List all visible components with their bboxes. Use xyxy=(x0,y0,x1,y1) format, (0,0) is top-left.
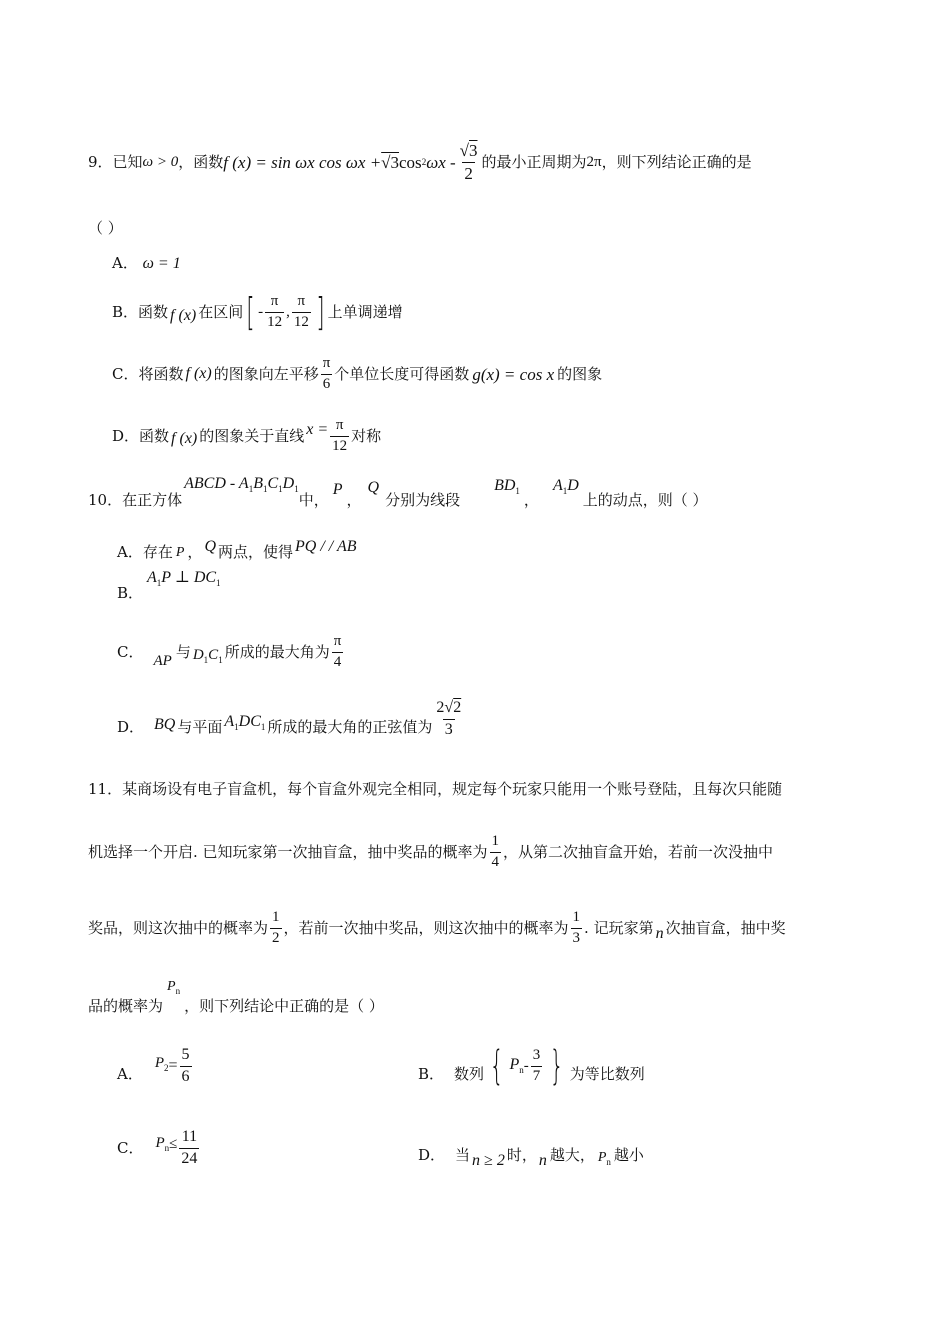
q9-d-mid: 的图象关于直线 xyxy=(199,426,305,445)
q9-b-frac1 xyxy=(265,294,284,331)
q11-line3-frac1 xyxy=(270,910,282,947)
q9-b-label: B． xyxy=(112,302,139,321)
q11-a-frac xyxy=(180,1047,192,1086)
q9-b-neg: - xyxy=(258,303,264,320)
q9-c-pre: 将函数 xyxy=(138,364,184,383)
q11-line3 xyxy=(88,906,786,950)
q9-stem-post: 的最小正周期为 xyxy=(481,152,587,171)
q10-cube-sub4: 1 xyxy=(294,484,299,494)
q11-d-cond: n ≥ 2 xyxy=(472,1152,505,1169)
q9-func-mid: ωx - xyxy=(426,152,456,172)
q10-c-label: C． xyxy=(117,642,144,661)
q10-d-sub2: 1 xyxy=(260,722,266,732)
q9-c-label: C． xyxy=(112,364,139,383)
q11-line2 xyxy=(88,830,773,874)
q10-a1: A xyxy=(552,477,563,494)
q10-b-sub: 1 xyxy=(156,578,162,588)
q10-c-d1c1 xyxy=(193,648,223,665)
q9-c-den: 6 xyxy=(322,375,331,392)
q10-a-p: P xyxy=(175,545,185,560)
q11-line3-frac2 xyxy=(571,910,583,947)
q11-line4-pre: 品的概率为 xyxy=(88,997,164,1015)
q10-q: Q xyxy=(367,479,380,496)
q9-d-pre: 函数 xyxy=(139,426,170,445)
q11-line4-post: ，则下列结论中正确的是（ ） xyxy=(184,997,384,1015)
q10-bd1 xyxy=(494,478,520,496)
q9-period: 2π xyxy=(586,153,602,170)
q10-d-a: A xyxy=(224,713,235,730)
q9-c-f: f (x) xyxy=(185,365,212,382)
q10-a-mid: 两点，使得 xyxy=(218,543,294,561)
q9-c-mid: 的图象向左平移 xyxy=(213,364,319,383)
q10-c-ap: AP xyxy=(153,652,172,669)
q11-line4-sub: n xyxy=(175,986,181,996)
q11-option-d xyxy=(418,1138,644,1172)
q11-line3-pre: 奖品，则这次抽中的概率为 xyxy=(88,918,269,937)
q9-d-f: f (x) xyxy=(171,430,198,447)
q9-frac-den: 2 xyxy=(464,163,473,183)
q11-line2-post: ，从第二次抽盲盒开始，若前一次没抽中 xyxy=(503,842,774,861)
q11-line3-num1: 1 xyxy=(272,908,280,925)
q10-cube-sub1: 1 xyxy=(248,484,254,494)
q11-b-minus: - xyxy=(523,1057,529,1074)
q11-c-den: 24 xyxy=(181,1149,198,1167)
q11-d-sub: n xyxy=(606,1157,611,1167)
q11-d-p: P xyxy=(597,1150,607,1165)
q9-stem-pre: 9．已知 xyxy=(88,152,143,171)
q11-d-pre: 当 xyxy=(455,1145,471,1164)
q9-b-pi1: π xyxy=(270,292,279,309)
q9-cos: cos xyxy=(399,152,422,172)
q11-line2-num: 1 xyxy=(491,832,500,849)
q9-stem-comma: ，函数 xyxy=(178,152,224,171)
q9-b-comma: , xyxy=(286,303,290,320)
q11-option-c xyxy=(117,1124,201,1172)
q10-a-q: Q xyxy=(204,538,216,555)
q9-c-mid2: 个单位长度可得函数 xyxy=(334,364,470,383)
q9-frac-num-val: 3 xyxy=(469,140,478,160)
q11-d-n: n xyxy=(538,1152,547,1169)
q11-option-a xyxy=(117,1042,194,1090)
q10-c-d: D xyxy=(192,646,204,663)
q9-d-pi: π xyxy=(335,416,344,433)
q11-b-p: P xyxy=(509,1056,520,1073)
q10-c-sub1: 1 xyxy=(203,654,209,665)
q10-b-sub2: 1 xyxy=(216,578,221,588)
q11-b-frac xyxy=(531,1048,543,1085)
q10-d-mid: 与平面 xyxy=(177,717,223,736)
q10-a-label: A． xyxy=(117,543,143,561)
q10-b-a: A xyxy=(147,569,157,586)
q11-a-eq: = xyxy=(168,1057,178,1074)
q9-b-mid: 在区间 xyxy=(198,302,244,321)
q9-b-left-bracket: [ xyxy=(246,290,255,334)
q10-d-num-sqrt: 2 xyxy=(453,698,462,716)
q9-func-left: f (x) = sin ωx cos ωx + xyxy=(223,152,382,172)
q10-d-post: 所成的最大角的正弦值为 xyxy=(267,717,433,736)
q11-a-den: 6 xyxy=(181,1067,190,1085)
q11-b-post: 为等比数列 xyxy=(569,1064,645,1083)
q9-d-frac xyxy=(330,418,349,455)
q11-d-mid2: 越大， xyxy=(549,1145,595,1164)
q11-b-pn xyxy=(510,1057,524,1075)
q9-c-g: g(x) = cos x xyxy=(472,364,555,384)
q11-a-p xyxy=(155,1056,169,1073)
q11-d-label: D． xyxy=(418,1145,446,1164)
q10-d-label: D． xyxy=(117,717,145,736)
q11-a-p-letter: P xyxy=(154,1054,165,1071)
q11-line4 xyxy=(88,980,384,1014)
q10-d-bq: BQ xyxy=(154,716,176,733)
q10-d-num-2: 2 xyxy=(436,698,445,716)
q9-d-x: x = xyxy=(306,421,329,438)
q9-frac xyxy=(458,142,480,183)
q11-line3-num2: 1 xyxy=(572,908,581,925)
q10-cube-sub3: 1 xyxy=(278,484,283,494)
q10-stem-end: 上的动点，则（ ） xyxy=(582,491,708,509)
q10-c-frac xyxy=(332,634,344,671)
q9-b-post: 上单调递增 xyxy=(327,302,403,321)
q11-c-num: 11 xyxy=(181,1127,198,1145)
q10-cube-a: ABCD - A xyxy=(184,475,249,492)
q10-a-pre: 存在 xyxy=(142,543,173,561)
q10-d-den: 3 xyxy=(444,720,453,738)
q11-d-post: 越小 xyxy=(613,1145,644,1164)
q10-a-rel: PQ / / AB xyxy=(295,538,357,555)
q9-sqrt3: √3 xyxy=(381,152,400,172)
q11-b-left-brace: { xyxy=(489,1043,504,1089)
q9-option-b xyxy=(112,290,403,334)
q10-b-expr xyxy=(147,570,221,588)
q10-c-den: 4 xyxy=(333,653,342,670)
q9-option-a xyxy=(112,256,181,272)
q9-c-post: 的图象 xyxy=(557,364,603,383)
q10-option-c xyxy=(117,630,345,674)
q9-b-right-bracket: ] xyxy=(316,290,325,334)
q11-line3-den2: 3 xyxy=(572,929,581,946)
q11-c-pn xyxy=(155,1136,169,1153)
q10-c-mid: 所成的最大角为 xyxy=(224,642,330,661)
q11-b-num: 3 xyxy=(532,1046,541,1063)
q11-c-le: ≤ xyxy=(169,1135,178,1152)
q10-d-sub: 1 xyxy=(234,722,239,732)
q11-line4-p: P xyxy=(167,979,176,994)
q11-line1: 11．某商场设有电子盲盒机，每个盲盒外观完全相同，规定每个玩家只能用一个账号登陆，且每次只能随 xyxy=(88,780,783,798)
q9-a-text: ω = 1 xyxy=(142,255,181,272)
q9-d-label: D． xyxy=(112,426,140,445)
q10-option-a xyxy=(117,530,357,560)
q10-comma2: ， xyxy=(523,491,539,509)
q10-stem-mid2: 分别为线段 xyxy=(385,491,461,509)
q11-line3-mid: ，若前一次抽中奖品，则这次抽中的概率为 xyxy=(283,918,569,937)
q10-option-d xyxy=(117,694,465,744)
q10-stem xyxy=(88,475,708,509)
q10-stem-mid: 中， xyxy=(298,491,329,509)
q9-stem xyxy=(88,140,752,184)
q11-line4-pn xyxy=(167,980,180,996)
q10-bd-sub: 1 xyxy=(515,486,520,496)
q10-d-frac xyxy=(434,700,463,739)
q11-c-label: C． xyxy=(117,1138,144,1157)
q9-frac-num: √3 xyxy=(459,140,478,160)
q11-b-sub: n xyxy=(519,1065,524,1075)
q10-p: P xyxy=(332,481,343,498)
q10-cube xyxy=(184,476,299,494)
q11-c-frac xyxy=(179,1129,199,1168)
q10-a1-d: D xyxy=(567,477,579,494)
q11-line3-n: n xyxy=(655,925,664,942)
q9-b-frac2 xyxy=(292,294,311,331)
q9-paren: （ ） xyxy=(88,219,123,237)
q10-a1d xyxy=(553,478,579,496)
q11-option-b xyxy=(418,1042,645,1090)
q9-b-pi2: π xyxy=(297,292,306,309)
q10-d-dc: DC xyxy=(238,713,261,730)
q11-a-num: 5 xyxy=(181,1045,190,1063)
q11-line3-post: 次抽盲盒，抽中奖 xyxy=(665,918,786,937)
q10-c-sub2: 1 xyxy=(218,654,223,665)
q11-b-right-brace: } xyxy=(550,1043,565,1089)
q11-line3-den1: 2 xyxy=(272,929,280,946)
q10-comma: ， xyxy=(346,491,362,509)
q11-a-sub: 2 xyxy=(164,1062,169,1073)
q11-b-pre: 数列 xyxy=(454,1064,485,1083)
q9-b-f: f (x) xyxy=(170,307,197,324)
q10-b-label: B． xyxy=(117,584,144,602)
q10-d-num: 2√2 xyxy=(436,698,462,716)
q10-a-comma: ， xyxy=(187,543,203,561)
q11-line2-den: 4 xyxy=(491,853,500,870)
q9-omega-cond: ω > 0 xyxy=(142,153,179,170)
q11-b-den: 7 xyxy=(532,1067,541,1084)
q10-d-plane xyxy=(224,714,265,732)
q11-line3-mid2: . 记玩家第 xyxy=(584,918,654,937)
q11-c-p: P xyxy=(155,1134,165,1151)
q10-c-with: 与 xyxy=(175,642,191,661)
q11-a-label: A． xyxy=(117,1064,143,1083)
q9-c-pi: π xyxy=(322,354,331,371)
q11-b-label: B． xyxy=(418,1064,445,1083)
q9-cos-exp: 2 xyxy=(421,156,427,167)
q10-c-c: C xyxy=(208,646,219,663)
q9-b-den2: 12 xyxy=(293,313,309,330)
q10-b-rel: P ⊥ DC xyxy=(161,569,217,586)
q9-b-pre: 函数 xyxy=(138,302,169,321)
q11-d-mid: 时， xyxy=(506,1145,537,1164)
q10-bd: BD xyxy=(494,477,516,494)
q10-c-pi: π xyxy=(333,632,342,649)
q9-stem-end: ，则下列结论正确的是 xyxy=(601,152,752,171)
q11-line2-frac xyxy=(490,834,502,871)
q9-sqrt3-val: 3 xyxy=(390,152,400,172)
q11-line2-pre: 机选择一个开启. 已知玩家第一次抽盲盒，抽中奖品的概率为 xyxy=(88,842,488,861)
q9-b-den1: 12 xyxy=(267,313,283,330)
q9-d-den: 12 xyxy=(332,437,348,454)
q10-cube-b: B xyxy=(253,475,263,492)
q10-cube-c: C xyxy=(267,475,279,492)
q9-d-post: 对称 xyxy=(351,426,382,445)
q9-option-c xyxy=(112,352,602,396)
q9-a-label: A． xyxy=(112,254,138,272)
q10-cube-sub2: 1 xyxy=(262,484,268,494)
q10-a1-sub: 1 xyxy=(562,486,568,496)
q9-c-frac xyxy=(321,356,333,393)
q11-c-sub: n xyxy=(164,1142,170,1153)
q10-cube-d: D xyxy=(282,475,295,492)
q10-stem-pre: 10．在正方体 xyxy=(88,491,183,509)
q9-option-d xyxy=(112,414,381,458)
q11-d-pn xyxy=(598,1151,611,1167)
